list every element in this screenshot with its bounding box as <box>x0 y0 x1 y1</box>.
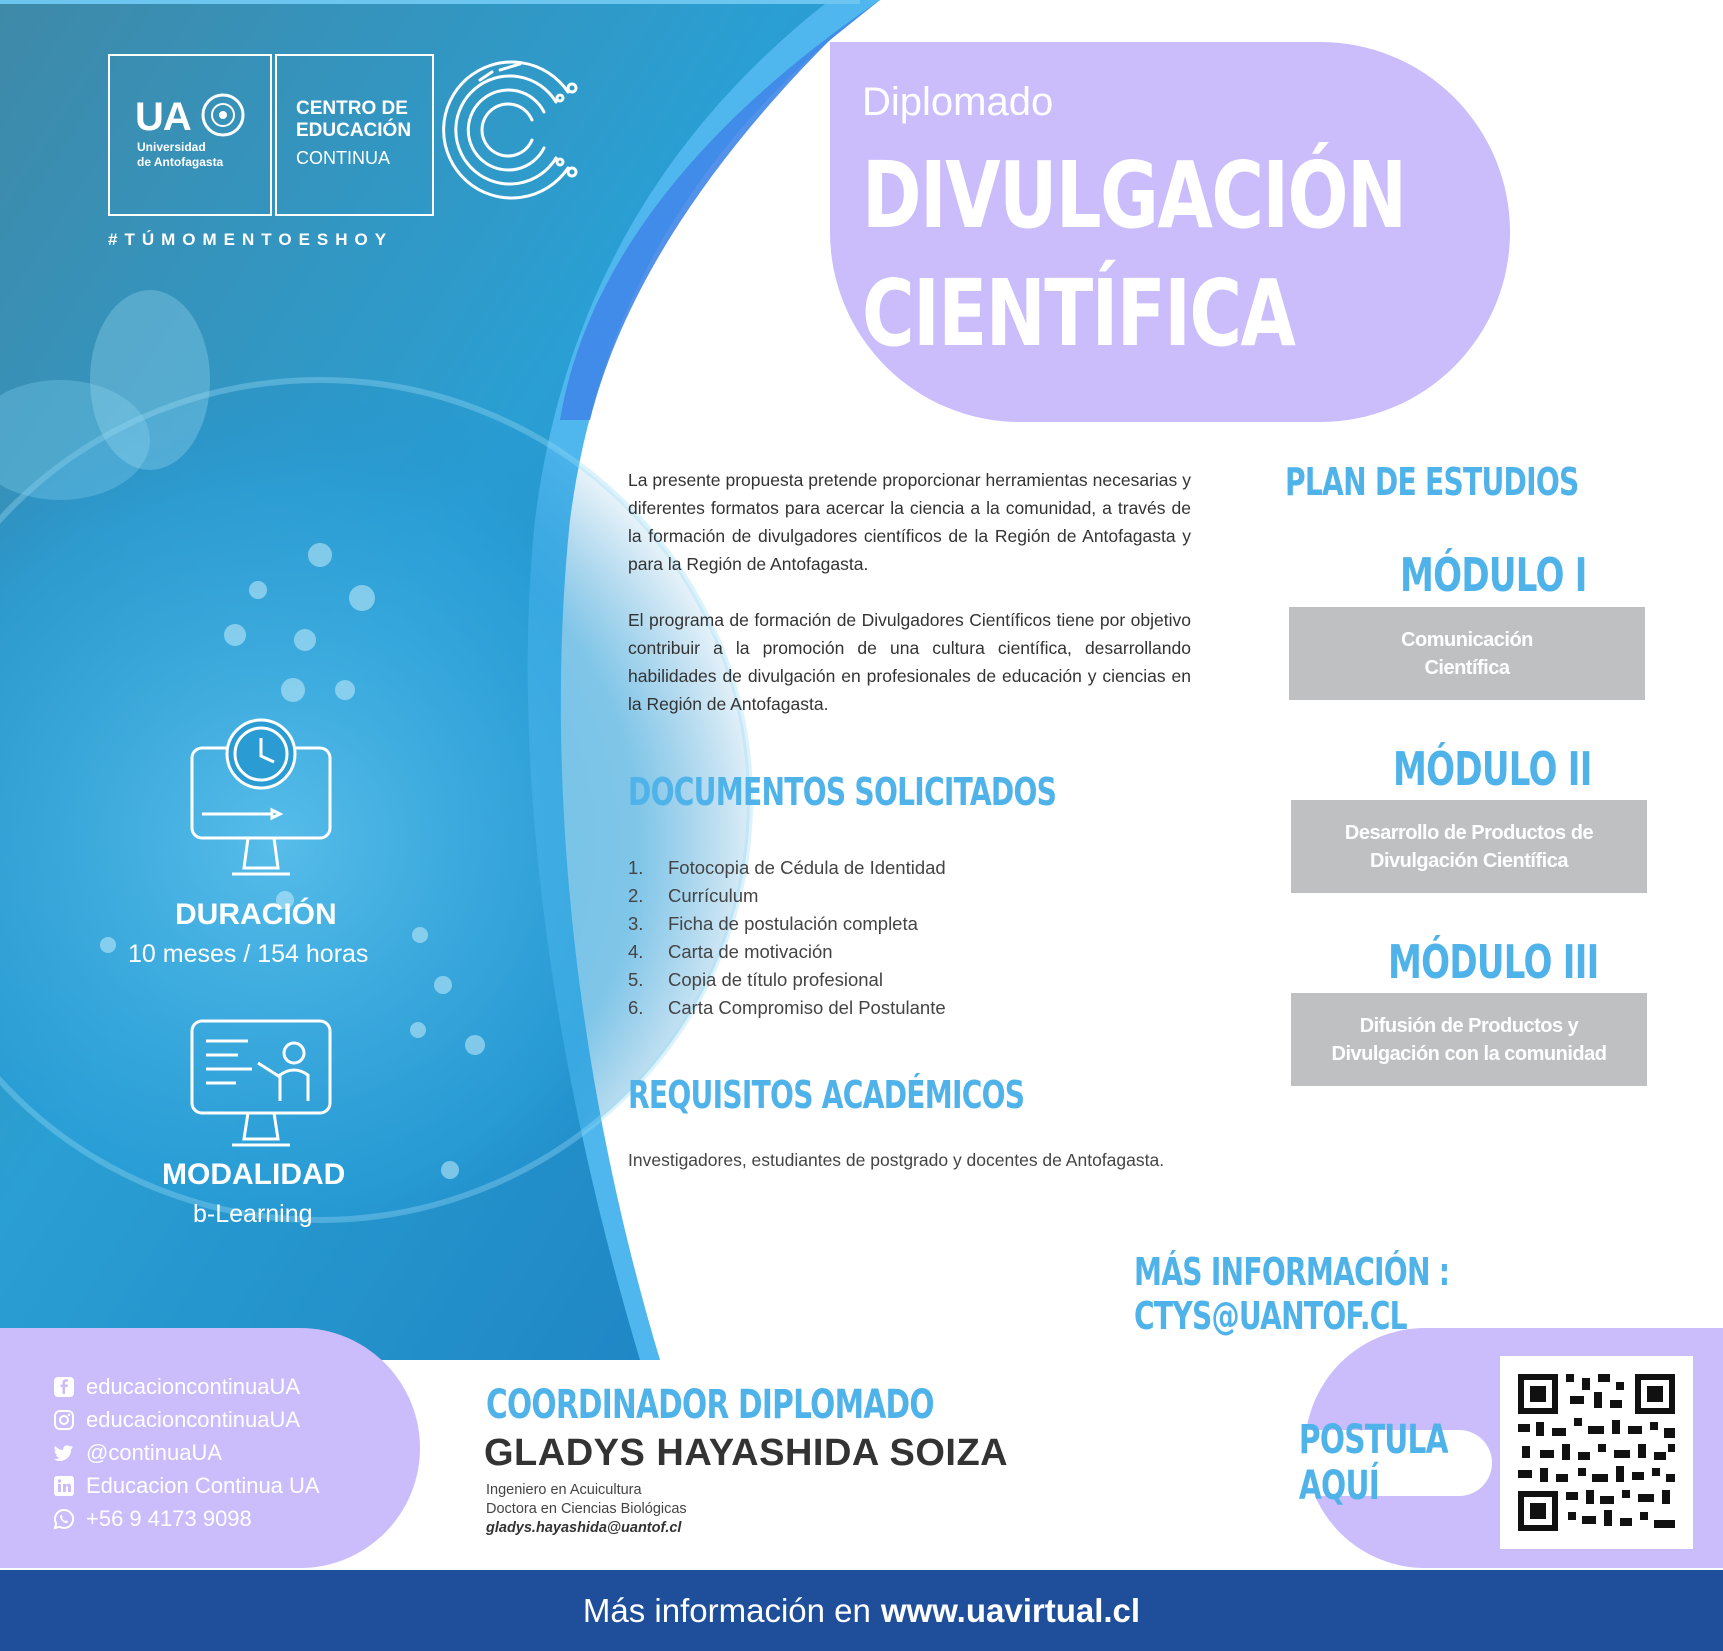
teacher-monitor-icon <box>188 1017 334 1149</box>
coordinator-heading: COORDINADOR DIPLOMADO <box>486 1382 934 1428</box>
module-3-title: MÓDULO III <box>1388 935 1599 989</box>
facebook-handle: educacioncontinuaUA <box>86 1374 301 1399</box>
title-kicker: Diplomado <box>862 80 1054 124</box>
qr-code[interactable] <box>1500 1356 1693 1549</box>
list-item <box>628 910 946 938</box>
module-1-line2: Científica <box>1424 656 1510 679</box>
coordinator-title-1: Ingeniero en Acuicultura <box>486 1482 642 1498</box>
ua-logo-subtitle: Universidad <box>137 140 206 154</box>
qr-code-icon <box>1500 1356 1693 1549</box>
module-2-line2: Divulgación Científica <box>1370 849 1568 872</box>
page-title-line1: DIVULGACIÓN <box>862 142 1406 249</box>
module-3-line2: Divulgación con la comunidad <box>1331 1042 1607 1065</box>
facebook-link[interactable] <box>52 1374 300 1400</box>
coordinator-name: GLADYS HAYASHIDA SOIZA <box>484 1432 1009 1474</box>
module-1-box <box>1289 607 1645 700</box>
c-circuit-logo-icon <box>440 50 600 210</box>
list-item-text: Carta de motivación <box>668 941 833 962</box>
ua-seal-icon <box>200 92 246 138</box>
page-title-line2: CIENTÍFICA <box>862 260 1295 367</box>
list-item-number: 4. <box>628 941 644 962</box>
coordinator-email[interactable]: gladys.hayashida@uantof.cl <box>486 1520 682 1536</box>
list-item-text: Ficha de postulación completa <box>668 913 918 934</box>
requirements-text: Investigadores, estudiantes de postgrado y docentes de Antofagasta. <box>628 1150 1165 1170</box>
list-item <box>628 882 946 910</box>
clock-monitor-icon <box>188 718 334 878</box>
centro-logo-line3: CONTINUA <box>296 148 390 168</box>
more-info-email[interactable]: MÁS INFORMACIÓN : CTYS@UANTOF.CL <box>1134 1250 1450 1338</box>
list-item-number: 6. <box>628 997 644 1018</box>
module-2-box <box>1291 800 1647 893</box>
twitter-icon <box>52 1441 76 1465</box>
facebook-icon <box>52 1375 76 1399</box>
module-3-box <box>1291 993 1647 1086</box>
list-item-number: 3. <box>628 913 644 934</box>
list-item-number: 2. <box>628 885 644 906</box>
module-1-title: MÓDULO I <box>1400 548 1587 602</box>
apply-button-label: POSTULA AQUÍ <box>1298 1417 1448 1509</box>
footer-bar <box>0 1570 1723 1651</box>
objective-paragraph: El programa de formación de Divulgadores Científicos tiene por objetivo contribuir a la promoción de una cultura científica, desarrollando habilidades de divulgación en profesionales de educación y ciencias en la Región de Antofagasta. <box>628 610 1191 714</box>
instagram-icon <box>52 1408 76 1432</box>
twitter-handle: @continuaUA <box>86 1440 223 1465</box>
instagram-handle: educacioncontinuaUA <box>86 1407 301 1432</box>
list-item-text: Fotocopia de Cédula de Identidad <box>668 857 946 878</box>
ua-logo-subtitle-2: de Antofagasta <box>137 155 224 169</box>
logo-dots: ... <box>345 40 361 60</box>
footer-url-link[interactable]: www.uavirtual.cl <box>880 1591 1141 1629</box>
list-item-number: 1. <box>628 857 644 878</box>
list-item-number: 5. <box>628 969 644 990</box>
module-1-line1: Comunicación <box>1401 628 1533 651</box>
modality-value: b-Learning <box>193 1200 313 1228</box>
whatsapp-icon <box>52 1507 76 1531</box>
list-item-text: Carta Compromiso del Postulante <box>668 997 946 1018</box>
duration-value: 10 meses / 154 horas <box>128 940 369 968</box>
intro-paragraph: La presente propuesta pretende proporcionar herramientas necesarias y diferentes formatos para acercar la ciencia a la comunidad, a través de la formación de divulgadores científicos de la Región de Antofagasta y para la Región de Antofagasta. <box>628 470 1191 574</box>
twitter-link[interactable] <box>52 1440 222 1466</box>
list-item-text: Copia de título profesional <box>668 969 883 990</box>
whatsapp-link[interactable] <box>52 1506 252 1532</box>
study-plan-heading: PLAN DE ESTUDIOS <box>1285 460 1579 504</box>
duration-label: DURACIÓN <box>175 898 337 931</box>
list-item <box>628 938 946 966</box>
apply-button[interactable] <box>1270 1417 1492 1509</box>
documents-list <box>628 854 946 1022</box>
centro-logo-line2: EDUCACIÓN <box>296 120 412 141</box>
module-2-title: MÓDULO II <box>1393 742 1592 796</box>
list-item-text: Currículum <box>668 885 759 906</box>
hashtag: #TÚMOMENTOESHOY <box>108 230 394 249</box>
module-3-line1: Difusión de Productos y <box>1359 1014 1579 1037</box>
requirements-heading: REQUISITOS ACADÉMICOS <box>628 1073 1025 1117</box>
instagram-link[interactable] <box>52 1407 300 1433</box>
linkedin-icon <box>52 1474 76 1498</box>
list-item <box>628 854 946 882</box>
documents-heading: DOCUMENTOS SOLICITADOS <box>628 770 1057 814</box>
list-item <box>628 966 946 994</box>
footer-prefix: Más información en <box>582 1591 871 1629</box>
list-item <box>628 994 946 1022</box>
module-2-line1: Desarrollo de Productos de <box>1344 821 1594 844</box>
ua-logo-text: UA <box>135 95 191 139</box>
modality-label: MODALIDAD <box>162 1158 346 1191</box>
coordinator-title-2: Doctora en Ciencias Biológicas <box>486 1501 687 1517</box>
whatsapp-number: +56 9 4173 9098 <box>86 1506 252 1531</box>
centro-logo-line1: CENTRO DE <box>296 98 408 119</box>
linkedin-link[interactable] <box>52 1473 320 1499</box>
linkedin-handle: Educacion Continua UA <box>86 1473 320 1498</box>
